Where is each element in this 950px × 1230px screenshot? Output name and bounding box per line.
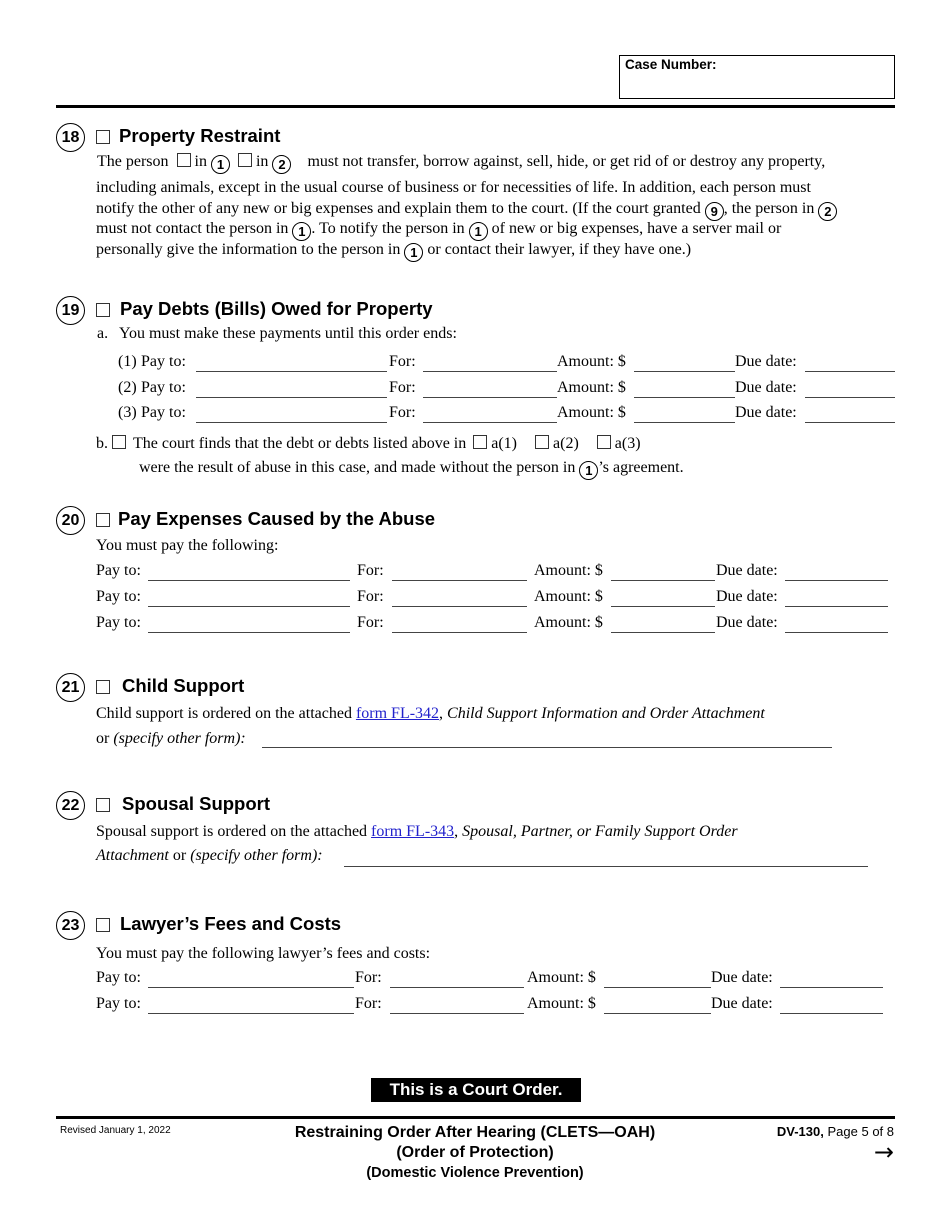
- pay-to-field[interactable]: [196, 397, 387, 398]
- pay-to-field[interactable]: [148, 580, 350, 581]
- for-field[interactable]: [392, 606, 527, 607]
- due-date-field[interactable]: [785, 632, 888, 633]
- text: must not contact the person in: [96, 220, 289, 237]
- section-22-number: 22: [56, 791, 85, 820]
- pay-to-field[interactable]: [148, 606, 350, 607]
- row-index: (1): [118, 353, 137, 370]
- due-date-label: Due date:: [735, 378, 797, 396]
- text: , the person in: [723, 200, 815, 217]
- pay-to-label: Pay to:: [141, 378, 186, 396]
- section-20-checkbox[interactable]: [96, 513, 110, 527]
- amount-field[interactable]: [634, 371, 735, 372]
- pay-to-field[interactable]: [196, 422, 387, 423]
- amount-label: Amount: $: [527, 995, 596, 1012]
- pay-to-label: Pay to:: [141, 353, 186, 370]
- amount-label: Amount: $: [534, 614, 603, 631]
- form-subtitle-2: (Domestic Violence Prevention): [366, 1165, 584, 1181]
- due-date-label: Due date:: [716, 588, 778, 605]
- due-date-field[interactable]: [805, 422, 895, 423]
- section-20-intro: You must pay the following:: [96, 537, 279, 554]
- section-19-checkbox[interactable]: [96, 303, 110, 317]
- party-ref-1-icon: 1: [211, 155, 230, 174]
- section-18-number: 18: [56, 123, 85, 152]
- form-title: Restraining Order After Hearing (CLETS—OAH): [294, 1124, 656, 1141]
- section-18-line-1: [97, 152, 825, 174]
- form-id: DV-130,: [776, 1124, 824, 1139]
- party-ref-1-icon: 1: [579, 461, 598, 480]
- form-page-info: [777, 1124, 894, 1139]
- footer-divider: [56, 1116, 895, 1119]
- pay-to-label: Pay to:: [96, 614, 141, 631]
- pay-to-label: Pay to:: [96, 995, 141, 1012]
- due-date-label: Due date:: [735, 353, 797, 370]
- revised-date: Revised January 1, 2022: [60, 1125, 171, 1136]
- form-title-block: [250, 1123, 700, 1183]
- text: of new or big expenses, have a server mail or: [491, 220, 782, 237]
- section-18-checkbox[interactable]: [96, 130, 110, 144]
- text: The court finds that the debt or debts listed above in: [133, 435, 467, 452]
- section-22-title: Spousal Support: [122, 793, 270, 814]
- text: ’s agreement.: [598, 459, 684, 476]
- section-21-title: Child Support: [122, 675, 245, 696]
- case-number-box[interactable]: [619, 55, 895, 99]
- for-field[interactable]: [423, 397, 557, 398]
- amount-label: Amount: $: [527, 969, 596, 986]
- text: (specify other form):: [190, 847, 323, 864]
- form-subtitle: (Order of Protection): [396, 1144, 554, 1161]
- text: Child support is ordered on the attached: [96, 705, 352, 722]
- section-22-checkbox[interactable]: [96, 798, 110, 812]
- pay-to-field[interactable]: [148, 987, 354, 988]
- a2-checkbox[interactable]: [535, 435, 549, 449]
- text: must not transfer, borrow against, sell, hide, or get rid of or destroy any property,: [307, 153, 826, 170]
- amount-field[interactable]: [611, 606, 715, 607]
- pay-to-field[interactable]: [196, 371, 387, 372]
- for-label: For:: [389, 353, 416, 370]
- for-field[interactable]: [423, 422, 557, 423]
- pay-to-label: Pay to:: [141, 404, 186, 421]
- section-21-line-1: Child support is ordered on the attached form FL-342, Child Support Information and Order Attachment: [96, 705, 765, 722]
- amount-field[interactable]: [634, 422, 735, 423]
- pay-to-label: Pay to:: [96, 562, 141, 579]
- option-label: a(2): [553, 435, 579, 452]
- section-19-number: 19: [56, 296, 85, 325]
- text: in: [194, 153, 207, 170]
- for-field[interactable]: [390, 1013, 524, 1014]
- due-date-label: Due date:: [711, 995, 773, 1012]
- for-field[interactable]: [423, 371, 557, 372]
- item-ref-9-icon: 9: [705, 202, 724, 221]
- for-field[interactable]: [392, 632, 527, 633]
- due-date-label: Due date:: [716, 614, 778, 631]
- for-label: For:: [389, 404, 416, 421]
- text: in: [255, 153, 269, 170]
- section-21-checkbox[interactable]: [96, 680, 110, 694]
- text: b.: [96, 435, 108, 452]
- amount-label: Amount: $: [534, 562, 603, 579]
- next-page-arrow-icon[interactable]: →: [873, 1138, 894, 1166]
- row-index: (2): [118, 378, 137, 396]
- text: notify the other of any new or big expenses and explain them to the court. (If the court granted: [96, 200, 701, 217]
- amount-field[interactable]: [611, 632, 715, 633]
- section-23-checkbox[interactable]: [96, 918, 110, 932]
- person-1-checkbox[interactable]: [177, 153, 191, 167]
- for-label: For:: [357, 614, 384, 631]
- due-date-field[interactable]: [785, 606, 888, 607]
- text: were the result of abuse in this case, and made without the person in: [139, 459, 576, 476]
- for-label: For:: [355, 969, 382, 986]
- header-divider: [56, 105, 895, 108]
- text: or contact their lawyer, if they have one.): [427, 241, 692, 258]
- section-18-line-4: [96, 219, 781, 241]
- section-18-line-2: including animals, except in the usual course of business or for necessities of life. In addition, each person must: [96, 179, 811, 196]
- party-ref-1-icon: 1: [292, 222, 311, 241]
- pay-to-field[interactable]: [148, 1013, 354, 1014]
- section-19-b-line-1: [96, 434, 641, 454]
- case-number-label: Case Number:: [625, 57, 717, 72]
- section-20-number: 20: [56, 506, 85, 535]
- section-19-b-line-2: [139, 458, 684, 480]
- other-form-field[interactable]: [344, 866, 868, 867]
- page-number: Page 5 of 8: [827, 1124, 894, 1139]
- text: Spousal support is ordered on the attached: [96, 823, 368, 840]
- form-fl-342-link[interactable]: form FL-342: [355, 705, 440, 722]
- for-field[interactable]: [390, 987, 524, 988]
- form-title: Child Support Information and Order Attachment: [447, 705, 765, 722]
- amount-field[interactable]: [604, 1013, 711, 1014]
- amount-label: Amount: $: [534, 588, 603, 605]
- due-date-label: Due date:: [716, 562, 778, 579]
- pay-to-label: Pay to:: [96, 969, 141, 986]
- section-23-number: 23: [56, 911, 85, 940]
- due-date-label: Due date:: [711, 969, 773, 986]
- amount-field[interactable]: [611, 580, 715, 581]
- for-label: For:: [357, 588, 384, 605]
- text: or: [172, 847, 187, 864]
- section-19-title: Pay Debts (Bills) Owed for Property: [120, 298, 433, 319]
- amount-label: Amount: $: [557, 378, 626, 396]
- party-ref-1-icon: 1: [404, 243, 423, 262]
- amount-label: Amount: $: [557, 353, 626, 370]
- a3-checkbox[interactable]: [597, 435, 611, 449]
- party-ref-2-icon: 2: [272, 155, 291, 174]
- other-form-field[interactable]: [262, 747, 832, 748]
- due-date-field[interactable]: [805, 371, 895, 372]
- form-title: Spousal, Partner, or Family Support Order: [462, 823, 738, 840]
- section-21-number: 21: [56, 673, 85, 702]
- text: or: [96, 730, 110, 747]
- section-23-intro: You must pay the following lawyer’s fees and costs:: [96, 945, 431, 962]
- text: The person: [97, 153, 169, 170]
- option-label: a(3): [614, 435, 641, 452]
- for-label: For:: [355, 995, 382, 1012]
- party-ref-2-icon: 2: [818, 202, 837, 221]
- option-label: a(1): [491, 435, 518, 452]
- text: . To notify the person in: [311, 220, 465, 237]
- due-date-field[interactable]: [780, 987, 883, 988]
- due-date-field[interactable]: [805, 397, 895, 398]
- person-2-checkbox[interactable]: [238, 153, 252, 167]
- section-21-line-2: [96, 729, 246, 749]
- form-fl-343-link[interactable]: form FL-343: [371, 823, 455, 840]
- pay-to-field[interactable]: [148, 632, 350, 633]
- for-label: For:: [389, 378, 416, 396]
- amount-field[interactable]: [634, 397, 735, 398]
- court-order-banner: This is a Court Order.: [371, 1078, 581, 1102]
- text: (specify other form):: [113, 730, 246, 747]
- due-date-label: Due date:: [735, 404, 797, 421]
- party-ref-1-icon: 1: [469, 222, 488, 241]
- section-22-line-2: [96, 846, 323, 866]
- section-18-title: Property Restraint: [119, 125, 281, 146]
- section-22-line-1: Spousal support is ordered on the attached form FL-343, Spousal, Partner, or Family Support Order: [96, 823, 738, 840]
- row-index: (3): [118, 404, 137, 421]
- section-19-b-checkbox[interactable]: [112, 435, 126, 449]
- due-date-field[interactable]: [780, 1013, 883, 1014]
- section-23-title: Lawyer’s Fees and Costs: [120, 913, 342, 934]
- for-label: For:: [357, 562, 384, 579]
- for-field[interactable]: [392, 580, 527, 581]
- section-20-title: Pay Expenses Caused by the Abuse: [118, 508, 436, 529]
- form-title: Attachment: [96, 847, 169, 864]
- a1-checkbox[interactable]: [473, 435, 487, 449]
- text: personally give the information to the person in: [96, 241, 401, 258]
- due-date-field[interactable]: [785, 580, 888, 581]
- section-19-a-marker: a.: [97, 325, 109, 342]
- amount-field[interactable]: [604, 987, 711, 988]
- section-18-line-5: [96, 240, 691, 262]
- section-19-a-text: You must make these payments until this order ends:: [119, 325, 457, 342]
- section-18-line-3: [96, 199, 837, 221]
- pay-to-label: Pay to:: [96, 588, 141, 605]
- amount-label: Amount: $: [557, 404, 626, 421]
